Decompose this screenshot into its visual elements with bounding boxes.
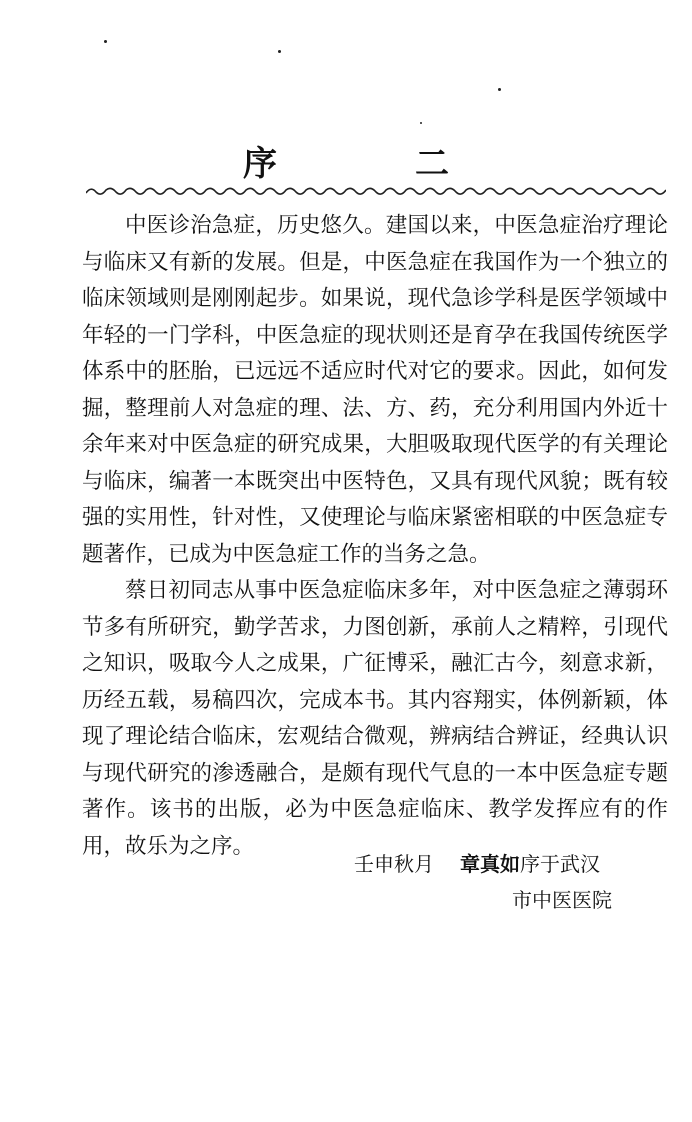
scan-speck — [278, 50, 281, 53]
author-affiliation: 市中医医院 — [512, 888, 612, 912]
paragraph: 中医诊治急症，历史悠久。建国以来，中医急症治疗理论与临床又有新的发展。但是，中医急症在我国作为一个独立的临床领域则是刚刚起步。如果说，现代急诊学科是医学领域中年轻的一门学科，中医急症的现状则还是育孕在我国传统医学体系中的胚胎，已远远不适应时代对它的要求。因此，如何发掘，整理前人对急症的理、法、方、药，充分利用国内外近十余年来对中医急症的研究成果，大胆吸取现代医学的有关理论与临床，编著一本既突出中医特色，又具有现代风貌；既有较强的实用性，针对性，又使理论与临床紧密相联的中医急症专题著作，已成为中医急症工作的当务之急。 — [82, 213, 668, 567]
scan-speck — [498, 88, 501, 91]
signature-line — [354, 846, 654, 882]
author-location: 序于武汉 — [520, 852, 600, 876]
decorative-wavy-rule — [86, 184, 666, 198]
signature-date: 壬申秋月 — [354, 852, 434, 876]
page-title: 序 二 — [243, 144, 501, 184]
signature-block — [354, 846, 654, 918]
preface-body — [82, 208, 668, 865]
scan-speck — [104, 40, 107, 43]
scan-speck — [420, 122, 422, 124]
author-name: 章真如 — [460, 852, 520, 876]
paragraph: 蔡日初同志从事中医急症临床多年，对中医急症之薄弱环节多有所研究，勤学苦求，力图创新，承前人之精粹，引现代之知识，吸取今人之成果，广征博采，融汇古今，刻意求新，历经五载，易稿四次，完成本书。其内容翔实，体例新颖，体现了理论结合临床，宏观结合微观，辨病结合辨证，经典认识与现代研究的渗透融合，是颇有现代气息的一本中医急症专题著作。该书的出版，必为中医急症临床、教学发挥应有的作用，故乐为之序。 — [82, 578, 668, 859]
